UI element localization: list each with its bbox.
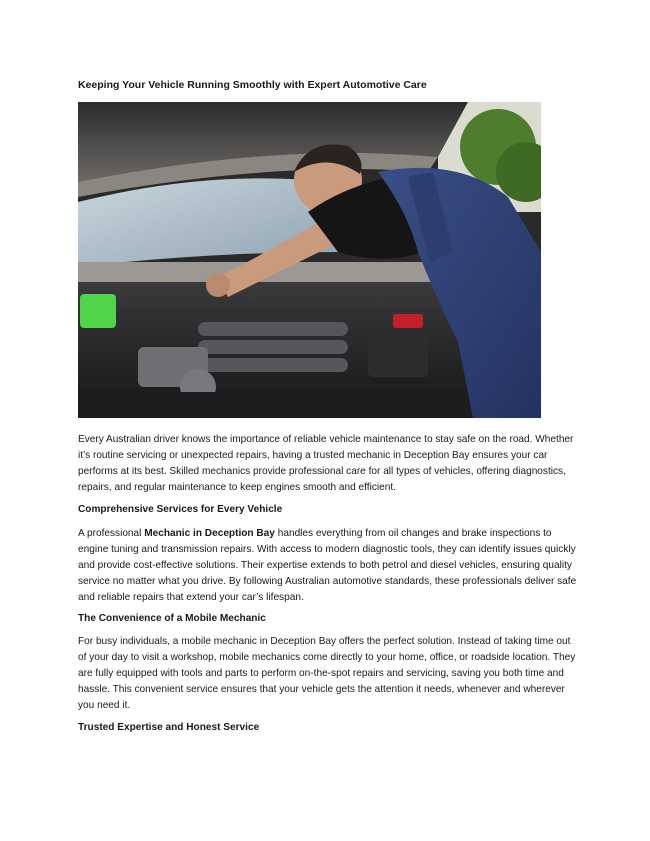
section-heading-trusted: Trusted Expertise and Honest Service: [78, 722, 260, 733]
intro-paragraph: Every Australian driver knows the importance of reliable vehicle maintenance to stay safe on the road. Whether it’s routine servicing or unexpected repairs, having a trusted mechanic in Deception Bay ensures your car performs at its best. Skilled mechanics provide professional care for all types of vehicles, offering diagnostics, repairs, and regular maintenance to keep engines smooth and efficient.: [78, 434, 574, 494]
services-body: handles everything from oil changes and brake inspections to engine tuning and transmission repairs. With access to modern diagnostic tools, they can identify issues quickly and provide cost-effective solutions. Their expertise extends to both petrol and diesel vehicles, ensuring quality service no matter what you drive. By following Australian automotive standards, these professionals deliver safe and reliable repairs that extend your car’s lifespan.: [78, 528, 577, 604]
mechanic-photo: [78, 102, 541, 418]
section-heading-services: Comprehensive Services for Every Vehicle: [78, 504, 283, 515]
section-heading-mobile: The Convenience of a Mobile Mechanic: [78, 613, 266, 624]
services-keyword: Mechanic in Deception Bay: [144, 528, 275, 539]
services-paragraph: [78, 526, 578, 606]
services-lead: A professional: [78, 528, 145, 539]
mobile-paragraph: For busy individuals, a mobile mechanic in Deception Bay offers the perfect solution. Instead of taking time out of your day to visit a workshop, mobile mechanics come directly to your home, office, or roadside location. They are fully equipped with tools and parts to perform on-the-spot repairs and servicing, saving you both time and hassle. This convenient service ensures that your vehicle gets the attention it needs, whenever and wherever you need it.: [78, 636, 576, 712]
article-title: Keeping Your Vehicle Running Smoothly with Expert Automotive Care: [78, 79, 427, 91]
